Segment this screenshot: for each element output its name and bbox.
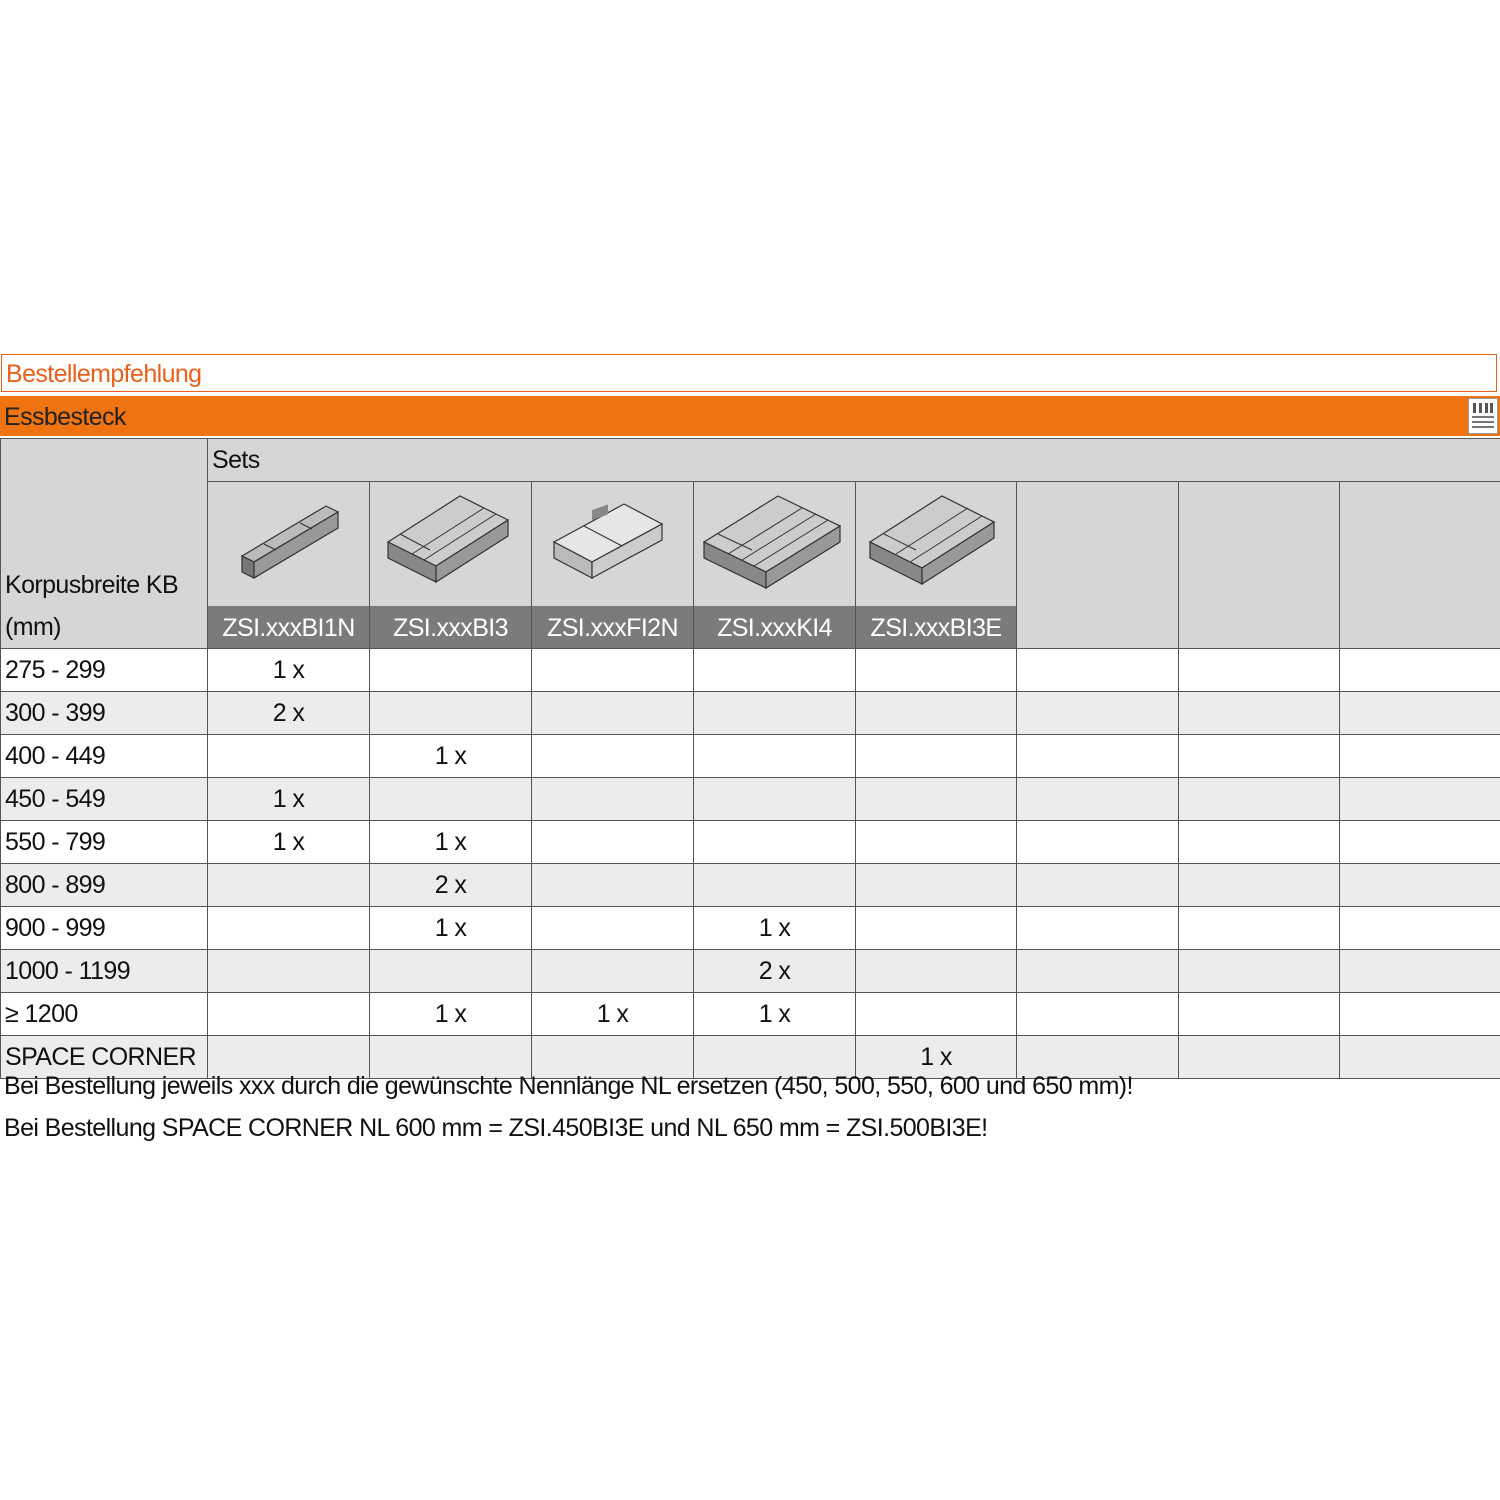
quantity-cell — [694, 864, 856, 907]
quantity-cell — [1017, 950, 1179, 993]
quantity-cell: 1 x — [856, 1036, 1017, 1079]
quantity-cell: 1 x — [370, 735, 532, 778]
table-row — [1, 993, 1500, 1036]
quantity-cell — [208, 993, 370, 1036]
quantity-cell — [694, 649, 856, 692]
width-column-header — [1, 439, 208, 649]
table-row — [1, 864, 1500, 907]
quantity-cell — [1017, 993, 1179, 1036]
quantity-cell — [1179, 778, 1340, 821]
quantity-cell — [1179, 864, 1340, 907]
quantity-cell — [856, 692, 1017, 735]
quantity-cell — [532, 692, 694, 735]
quantity-cell — [694, 821, 856, 864]
quantity-cell — [856, 864, 1017, 907]
quantity-cell — [1179, 907, 1340, 950]
product-header — [370, 482, 532, 649]
quantity-cell — [1179, 735, 1340, 778]
quantity-cell — [856, 950, 1017, 993]
table-row — [1, 692, 1500, 735]
quad-insert-icon — [694, 482, 855, 606]
quantity-cell: 1 x — [208, 821, 370, 864]
quantity-cell: 2 x — [370, 864, 532, 907]
row-width-label: 550 - 799 — [1, 821, 208, 864]
table-row — [1, 735, 1500, 778]
quantity-cell — [532, 864, 694, 907]
page-title: Bestellempfehlung — [1, 354, 1497, 392]
row-width-label: 300 - 399 — [1, 692, 208, 735]
product-header — [532, 482, 694, 649]
quantity-cell: 1 x — [694, 907, 856, 950]
empty-product-header — [1179, 482, 1340, 649]
quantity-cell — [1179, 1036, 1340, 1079]
quantity-cell — [856, 735, 1017, 778]
quantity-cell: 1 x — [370, 821, 532, 864]
quantity-cell — [694, 735, 856, 778]
quantity-cell — [694, 778, 856, 821]
quantity-cell — [532, 821, 694, 864]
product-header — [856, 482, 1017, 649]
single-insert-icon — [208, 482, 369, 606]
quantity-cell — [856, 649, 1017, 692]
quantity-cell — [208, 864, 370, 907]
quantity-cell: 1 x — [208, 649, 370, 692]
quantity-cell — [1340, 864, 1500, 907]
row-width-label: 275 - 299 — [1, 649, 208, 692]
quantity-cell — [1179, 821, 1340, 864]
quantity-cell — [208, 950, 370, 993]
width-header-label: Korpusbreite KB — [5, 571, 179, 599]
frame-insert-icon — [532, 482, 693, 606]
quantity-cell — [1179, 993, 1340, 1036]
quantity-cell — [1179, 950, 1340, 993]
quantity-cell — [1340, 1036, 1500, 1079]
row-width-label: 900 - 999 — [1, 907, 208, 950]
quantity-cell — [1340, 993, 1500, 1036]
row-width-label: SPACE CORNER — [1, 1036, 208, 1079]
quantity-cell: 1 x — [370, 907, 532, 950]
product-code: ZSI.xxxBI1N — [208, 606, 369, 648]
quantity-cell — [856, 778, 1017, 821]
order-note-2: Bei Bestellung SPACE CORNER NL 600 mm = ZSI.450BI3E und NL 650 mm = ZSI.500BI3E! — [4, 1114, 988, 1142]
sets-header: Sets — [208, 439, 1500, 482]
quantity-cell — [370, 950, 532, 993]
quantity-cell: 2 x — [694, 950, 856, 993]
quantity-cell: 1 x — [208, 778, 370, 821]
table-row — [1, 649, 1500, 692]
quantity-cell — [856, 907, 1017, 950]
order-note-1: Bei Bestellung jeweils xxx durch die gewünschte Nennlänge NL ersetzen (450, 500, 550, 600 und 650 mm)! — [4, 1072, 1133, 1100]
row-width-label: 1000 - 1199 — [1, 950, 208, 993]
triple-insert-icon — [370, 482, 531, 606]
quantity-cell — [532, 649, 694, 692]
quantity-cell — [370, 649, 532, 692]
quantity-cell — [1340, 649, 1500, 692]
quantity-cell — [1017, 864, 1179, 907]
quantity-cell — [1179, 692, 1340, 735]
empty-product-header — [1340, 482, 1500, 649]
row-width-label: ≥ 1200 — [1, 993, 208, 1036]
table-row — [1, 907, 1500, 950]
order-recommendation-table — [0, 438, 1500, 1079]
quantity-cell: 1 x — [694, 993, 856, 1036]
quantity-cell — [694, 692, 856, 735]
quantity-cell — [1017, 907, 1179, 950]
row-width-label: 450 - 549 — [1, 778, 208, 821]
category-header — [0, 396, 1500, 436]
table-row — [1, 950, 1500, 993]
quantity-cell — [532, 778, 694, 821]
quantity-cell — [1340, 778, 1500, 821]
quantity-cell — [1017, 735, 1179, 778]
quantity-cell — [1340, 950, 1500, 993]
quantity-cell — [1340, 821, 1500, 864]
table-row — [1, 821, 1500, 864]
product-code: ZSI.xxxBI3E — [856, 606, 1016, 648]
quantity-cell — [532, 735, 694, 778]
quantity-cell — [370, 778, 532, 821]
quantity-cell: 2 x — [208, 692, 370, 735]
product-code: ZSI.xxxBI3 — [370, 606, 531, 648]
quantity-cell — [370, 692, 532, 735]
corner-insert-icon — [856, 482, 1016, 606]
product-code: ZSI.xxxFI2N — [532, 606, 693, 648]
quantity-cell — [1340, 907, 1500, 950]
product-header — [694, 482, 856, 649]
quantity-cell — [532, 950, 694, 993]
quantity-cell — [1017, 778, 1179, 821]
empty-product-header — [1017, 482, 1179, 649]
quantity-cell — [208, 907, 370, 950]
quantity-cell — [1017, 821, 1179, 864]
table-row — [1, 778, 1500, 821]
quantity-cell — [1340, 735, 1500, 778]
cutlery-icon — [1468, 398, 1498, 434]
product-code: ZSI.xxxKI4 — [694, 606, 855, 648]
quantity-cell: 1 x — [370, 993, 532, 1036]
quantity-cell — [856, 821, 1017, 864]
category-label: Essbesteck — [4, 403, 126, 431]
row-width-label: 800 - 899 — [1, 864, 208, 907]
quantity-cell — [1179, 649, 1340, 692]
quantity-cell — [1017, 649, 1179, 692]
quantity-cell: 1 x — [532, 993, 694, 1036]
quantity-cell — [532, 907, 694, 950]
quantity-cell — [1340, 692, 1500, 735]
width-header-unit: (mm) — [5, 613, 61, 641]
quantity-cell — [208, 735, 370, 778]
quantity-cell — [856, 993, 1017, 1036]
row-width-label: 400 - 449 — [1, 735, 208, 778]
product-header — [208, 482, 370, 649]
quantity-cell — [1017, 692, 1179, 735]
